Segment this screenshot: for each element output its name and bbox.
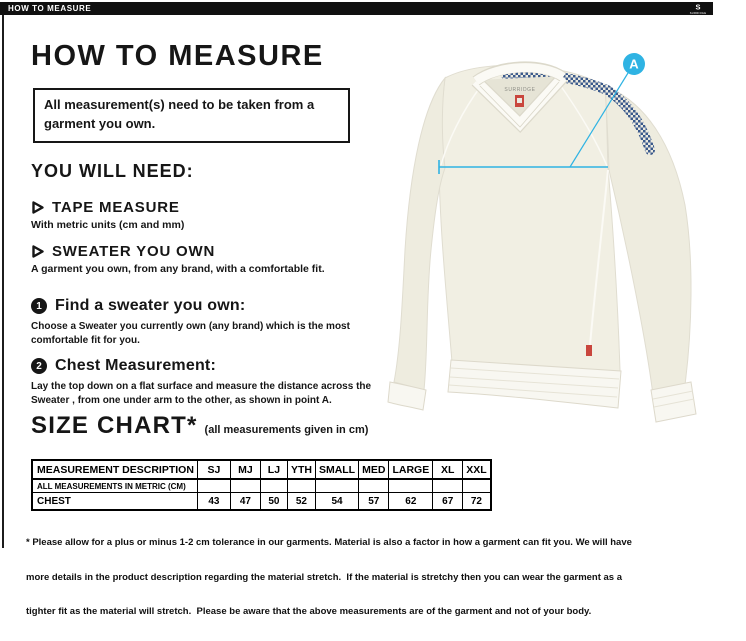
surridge-logo — [687, 3, 713, 15]
step-number-badge: 2 — [31, 358, 47, 374]
need-item-sweater — [31, 243, 325, 275]
cell-value: 57 — [359, 493, 389, 511]
col-header: MJ — [230, 460, 260, 479]
top-bar-title: HOW TO MEASURE — [8, 4, 92, 13]
col-header: MEASUREMENT DESCRIPTION — [32, 460, 197, 479]
step-description: Choose a Sweater you currently own (any brand) which is the most comfortable fit for you. — [31, 321, 350, 346]
side-seam-tag — [586, 345, 592, 356]
col-header: XL — [433, 460, 463, 479]
collar-label-text: SURRIDGE — [504, 87, 536, 93]
step-title: Find a sweater you own: — [55, 297, 246, 314]
col-header: YTH — [287, 460, 315, 479]
size-chart-heading — [31, 412, 368, 440]
need-item-label: TAPE MEASURE — [52, 199, 180, 216]
step-chest-measurement — [31, 357, 379, 408]
collar-tag-mark — [517, 98, 522, 103]
cell-value: 62 — [389, 493, 433, 511]
cell-value: 67 — [433, 493, 463, 511]
size-chart-title: SIZE CHART* — [31, 412, 198, 439]
cell-value: 52 — [287, 493, 315, 511]
col-header: SMALL — [315, 460, 358, 479]
size-chart-table — [31, 459, 492, 511]
col-header: LARGE — [389, 460, 433, 479]
col-header: LJ — [260, 460, 287, 479]
surridge-logo-icon — [687, 3, 709, 15]
point-a-label: A — [629, 56, 639, 72]
logo-initial: S — [695, 1, 701, 11]
table-header-row — [32, 460, 491, 479]
footnote-line: tighter fit as the material will stretch. Please be aware that the above measurements are of the garment and not of your body. — [26, 606, 592, 617]
footnote-line: * Please allow for a plus or minus 1-2 cm tolerance in our garments. Material is also a factor in how a garment can fit you. We will have — [26, 537, 632, 548]
col-header: SJ — [197, 460, 230, 479]
need-item-label: SWEATER YOU OWN — [52, 243, 216, 260]
table-row — [32, 493, 491, 511]
cell-value: 50 — [260, 493, 287, 511]
page-left-border — [2, 2, 4, 548]
footnote — [26, 514, 732, 641]
step-title: Chest Measurement: — [55, 357, 216, 374]
triangle-bullet-icon — [31, 244, 45, 259]
cell-value: 54 — [315, 493, 358, 511]
page-title: HOW TO MEASURE — [31, 40, 324, 72]
cell-value: 43 — [197, 493, 230, 511]
cell-value: 72 — [463, 493, 491, 511]
need-item-description: A garment you own, from any brand, with a comfortable fit. — [31, 263, 325, 275]
footnote-line: more details in the product description regarding the material stretch. If the material is stretchy then you can wear the garment as a — [26, 571, 623, 583]
you-will-need-heading: YOU WILL NEED: — [31, 161, 194, 181]
unit-row-label: ALL MEASUREMENTS IN METRIC (CM) — [32, 479, 197, 493]
col-header: MED — [359, 460, 389, 479]
cell-value: 47 — [230, 493, 260, 511]
step-number-badge: 1 — [31, 298, 47, 314]
row-label: CHEST — [32, 493, 197, 511]
triangle-bullet-icon — [31, 200, 45, 215]
sweater-diagram — [388, 50, 746, 450]
logo-wordmark: SURRIDGE — [689, 11, 707, 15]
need-item-tape-measure — [31, 199, 184, 231]
table-unit-row — [32, 479, 491, 493]
notice-text: All measurement(s) need to be taken from a garment you own. — [44, 97, 315, 131]
top-bar — [0, 2, 713, 15]
col-header: XXL — [463, 460, 491, 479]
sweater-left-sleeve — [394, 78, 445, 390]
size-chart-subtitle: (all measurements given in cm) — [204, 424, 369, 436]
step-find-sweater — [31, 297, 379, 348]
notice-box — [33, 88, 350, 143]
step-description: Lay the top down on a flat surface and measure the distance across the Sweater , from one under arm to the other, as shown in point A. — [31, 381, 372, 406]
need-item-description: With metric units (cm and mm) — [31, 219, 185, 231]
